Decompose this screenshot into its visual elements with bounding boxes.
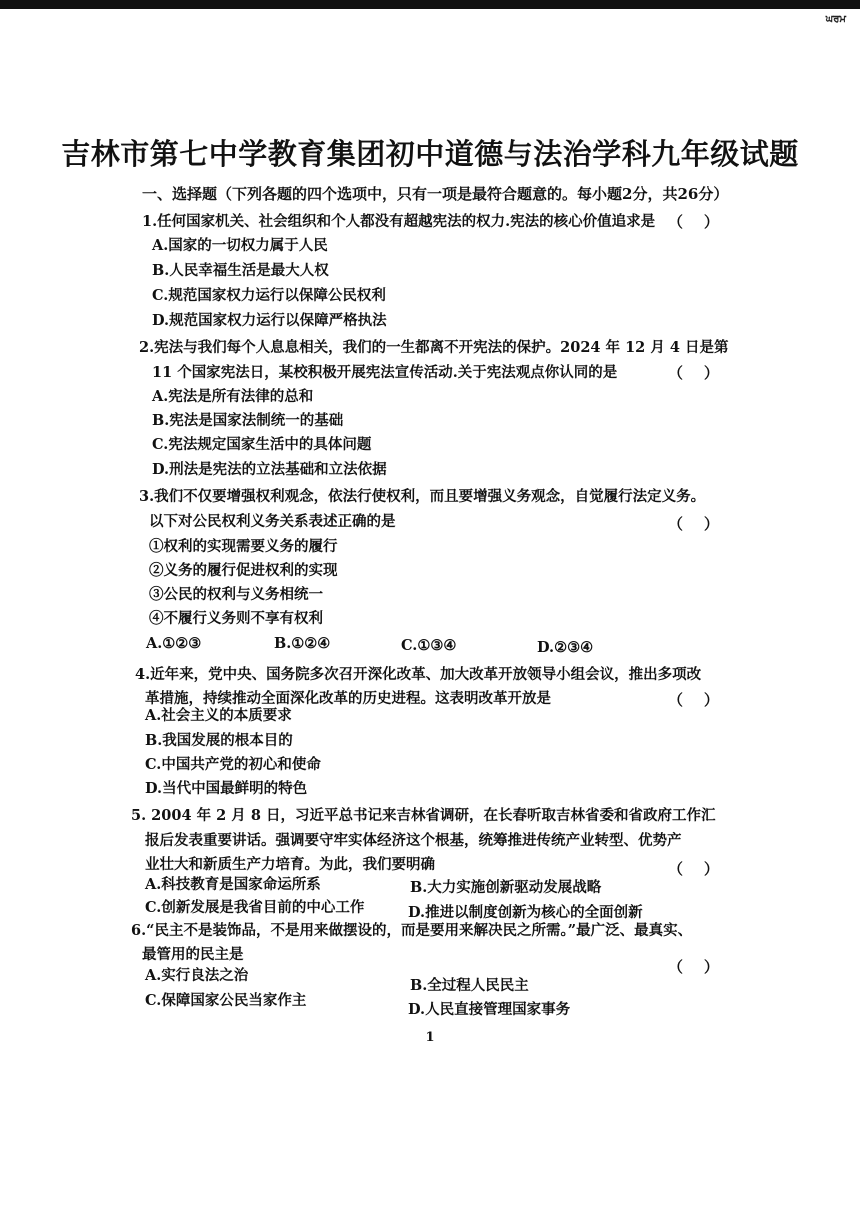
q3-option-b: B.①②④ — [274, 635, 331, 652]
q4-stem-line2: 革措施，持续推动全面深化改革的历史进程。这表明改革开放是 — [145, 690, 551, 707]
q5-stem-line1: 5. 2004 年 2 月 8 日，习近平总书记来吉林省调研，在长春听取吉林省委和省政府工作汇 — [131, 807, 716, 824]
page-number: 1 — [425, 1030, 435, 1045]
q4-answer-blank: （ ） — [668, 691, 719, 709]
q6-option-a: A.实行良法之治 — [145, 967, 249, 984]
q1-option-c: C.规范国家权力运行以保障公民权利 — [152, 287, 386, 304]
q6-option-d: D.人民直接管理国家事务 — [408, 1001, 571, 1018]
q4-stem-line1: 4.近年来，党中央、国务院多次召开深化改革、加大改革开放领导小组会议，推出多项改 — [135, 666, 702, 683]
q1-option-a: A.国家的一切权力属于人民 — [152, 237, 328, 254]
q5-answer-blank: （ ） — [668, 860, 719, 878]
q3-statement-1: ①权利的实现需要义务的履行 — [149, 538, 338, 555]
q3-answer-blank: （ ） — [668, 515, 719, 533]
q1-option-d: D.规范国家权力运行以保障严格执法 — [152, 312, 387, 329]
q3-option-a: A.①②③ — [146, 635, 202, 652]
q2-option-a: A.宪法是所有法律的总和 — [152, 388, 314, 405]
exam-title: 吉林市第七中学教育集团初中道德与法治学科九年级试题 — [61, 137, 799, 171]
q4-option-a: A.社会主义的本质要求 — [145, 707, 292, 724]
q2-stem-line2: 11 个国家宪法日，某校积极开展宪法宣传活动.关于宪法观点你认同的是 — [152, 364, 618, 381]
q4-option-d: D.当代中国最鲜明的特色 — [145, 780, 308, 797]
q2-stem-line1: 2.宪法与我们每个人息息相关，我们的一生都离不开宪法的保护。2024 年 12 月 4 日是第 — [139, 339, 729, 356]
q2-option-c: C.宪法规定国家生活中的具体问题 — [152, 436, 372, 453]
q3-option-d: D.②③④ — [537, 639, 594, 656]
q3-statement-2: ②义务的履行促进权利的实现 — [149, 562, 338, 579]
q3-stem-line2: 以下对公民权利义务关系表述正确的是 — [149, 513, 396, 530]
q5-stem-line3: 业壮大和新质生产力培育。为此，我们要明确 — [145, 856, 435, 873]
q6-answer-blank: （ ） — [668, 958, 719, 976]
q1-option-b: B.人民幸福生活是最大人权 — [152, 262, 329, 279]
q4-option-b: B.我国发展的根本目的 — [145, 732, 293, 749]
q3-statement-4: ④不履行义务则不享有权利 — [149, 610, 323, 627]
q5-stem-line2: 报后发表重要讲话。强调要守牢实体经济这个根基，统筹推进传统产业转型、优势产 — [145, 832, 682, 849]
q5-option-b: B.大力实施创新驱动发展战略 — [410, 879, 602, 896]
q6-stem-line1: 6.“民主不是装饰品，不是用来做摆设的，而是要用来解决民之所需。”最广泛、最真实、 — [131, 922, 693, 939]
q6-stem-line2: 最管用的民主是 — [142, 946, 244, 963]
q6-option-b: B.全过程人民民主 — [410, 977, 529, 994]
q3-statement-3: ③公民的权利与义务相统一 — [149, 586, 323, 603]
section-heading: 一、选择题（下列各题的四个选项中，只有一项是最符合题意的。每小题2分，共26分） — [142, 185, 729, 203]
q5-option-a: A.科技教育是国家命运所系 — [145, 876, 321, 893]
q2-option-d: D.刑法是宪法的立法基础和立法依据 — [152, 461, 387, 478]
q1-stem: 1.任何国家机关、社会组织和个人都没有超越宪法的权力.宪法的核心价值追求是 — [142, 213, 656, 230]
q5-option-d: D.推进以制度创新为核心的全面创新 — [408, 904, 643, 921]
q2-option-b: B.宪法是国家法制统一的基础 — [152, 412, 344, 429]
q6-option-c: C.保障国家公民当家作主 — [145, 992, 307, 1009]
corner-mark: ਘਰਮ — [825, 14, 846, 25]
q3-option-c: C.①③④ — [401, 637, 457, 654]
q3-stem-line1: 3.我们不仅要增强权利观念，依法行使权利，而且要增强义务观念，自觉履行法定义务。 — [139, 488, 706, 505]
scan-top-edge — [0, 0, 860, 9]
q1-answer-blank: （ ） — [668, 213, 719, 231]
q2-answer-blank: （ ） — [668, 364, 719, 382]
q5-option-c: C.创新发展是我省目前的中心工作 — [145, 899, 365, 916]
q4-option-c: C.中国共产党的初心和使命 — [145, 756, 321, 773]
